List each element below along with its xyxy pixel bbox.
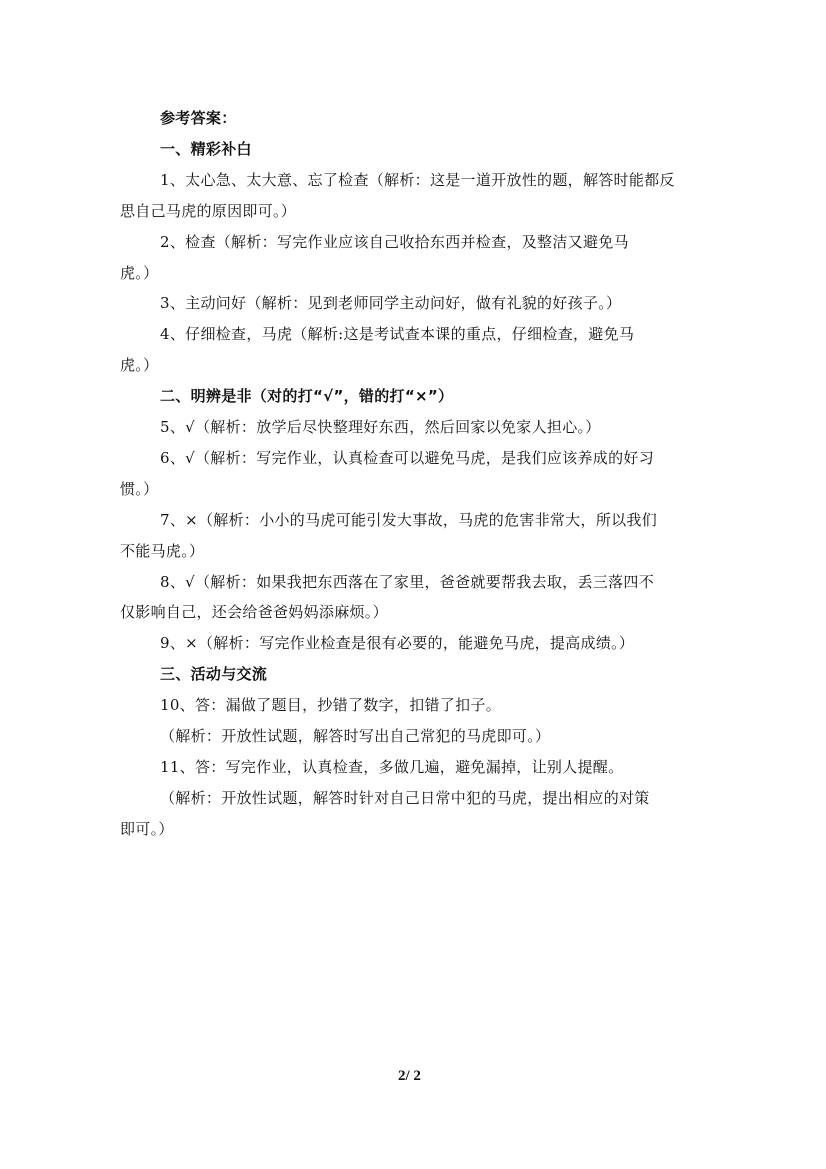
answer-line: 6、√（解析：写完作业，认真检查可以避免马虎，是我们应该养成的好习 bbox=[160, 448, 655, 467]
section-heading: 三、活动与交流 bbox=[160, 665, 268, 684]
answer-line: 8、√（解析：如果我把东西落在了家里，爸爸就要帮我去取，丢三落四不 bbox=[160, 572, 655, 591]
answer-line: 9、×（解析：写完作业检查是很有必要的，能避免马虎，提高成绩。） bbox=[160, 634, 635, 653]
answer-line: （解析：开放性试题，解答时针对自己日常中犯的马虎，提出相应的对策 bbox=[160, 788, 650, 807]
answer-line: 思自己马虎的原因即可。） bbox=[120, 201, 297, 220]
section-heading: 一、精彩补白 bbox=[160, 139, 252, 158]
answer-line: 11、答：写完作业，认真检查，多做几遍，避免漏掉，让别人提醒。 bbox=[160, 757, 624, 776]
answer-line: 3、主动问好（解析：见到老师同学主动问好，做有礼貌的好孩子。） bbox=[160, 294, 622, 313]
answer-line: 仅影响自己，还会给爸爸妈妈添麻烦。） bbox=[120, 603, 388, 622]
answer-line: 4、仔细检查，马虎（解析:这是考试查本课的重点，仔细检查，避免马 bbox=[160, 325, 635, 344]
section-heading: 二、明辨是非（对的打“√”，错的打“×”） bbox=[160, 387, 454, 406]
answer-line: 即可。） bbox=[120, 819, 174, 838]
answer-line: 虎。） bbox=[120, 356, 159, 375]
answer-line: 1、太心急、太大意、忘了检查（解析：这是一道开放性的题，解答时能都反 bbox=[160, 170, 675, 189]
answer-line: （解析：开放性试题，解答时写出自己常犯的马虎即可。） bbox=[160, 727, 551, 745]
answer-line: 2、检查（解析：写完作业应该自己收拾东西并检查，及整洁又避免马 bbox=[160, 232, 629, 251]
section-heading: 参考答案： bbox=[160, 109, 237, 127]
page-number: 2/ 2 bbox=[398, 1068, 421, 1084]
answer-line: 惯。） bbox=[120, 479, 159, 498]
answer-line: 7、×（解析：小小的马虎可能引发大事故，马虎的危害非常大，所以我们 bbox=[160, 510, 658, 529]
answer-line: 不能马虎。） bbox=[120, 541, 205, 560]
answer-line: 5、√（解析：放学后尽快整理好东西，然后回家以免家人担心。） bbox=[160, 418, 601, 436]
answer-line: 虎。） bbox=[120, 263, 159, 282]
answer-line: 10、答：漏做了题目，抄错了数字，扣错了扣子。 bbox=[160, 696, 501, 715]
